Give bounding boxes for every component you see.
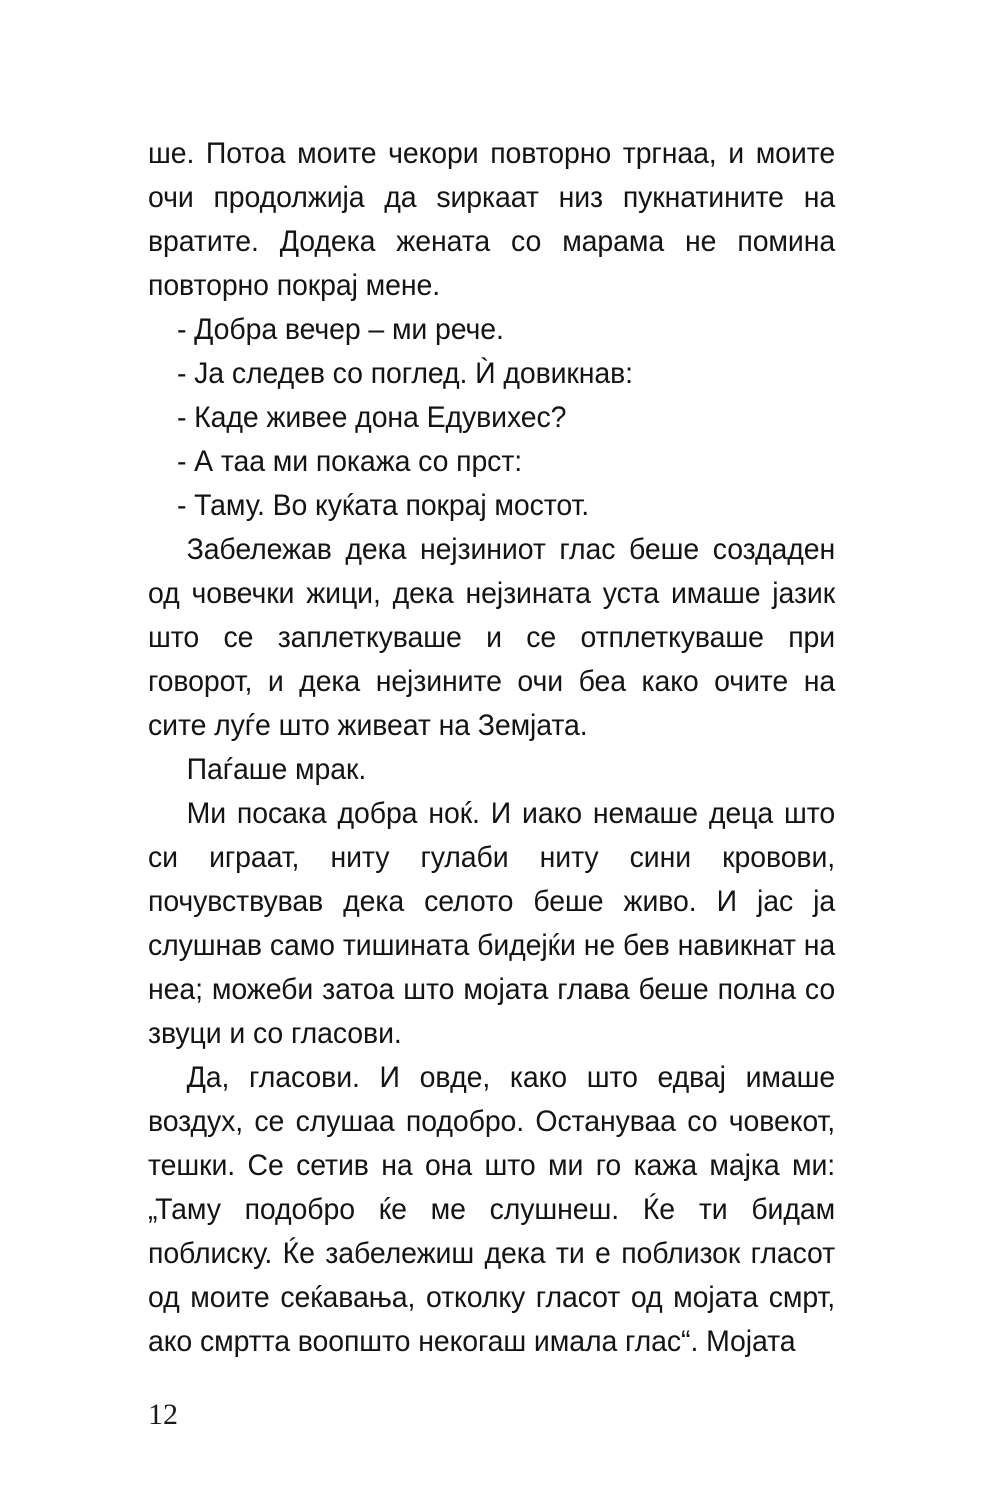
dialogue-line: - А таа ми покажа со прст: [176, 445, 523, 478]
paragraph-continuation: ше. Потоа моите чекори повторно тргнаа, и моите очи продолжија да ѕиркаат низ пукнатините на вратите. Додека жената со марама не помина повторно покрај мене. [148, 137, 836, 302]
paragraph-body: Забележав дека нејзиниот глас беше создаден од човечки жици, дека нејзината уста имаше јазик што се заплеткуваше и се отплеткуваше при говорот, и дека нејзините очи беа како очите на сите луѓе што живеат на Земјата. [148, 533, 836, 742]
paragraph-body: Да, гласови. И овде, како што едваj имаше воздух, се слушаа подобро. Остануваа со човекот, тешки. Се сетив на она што ми го кажа мајка ми: „Таму подобро ќе ме слушнеш. Ќе ти бидам поблиску. Ќе забележиш дека ти е поблизок гласот од моите сеќавања, отколку гласот од мојата смрт, ако смртта воопшто некогаш имала глас“. Мојата [148, 1061, 836, 1358]
text-column [148, 132, 860, 1364]
dialogue-line: - Ја следев со поглед. Ѝ довикнав: [176, 357, 633, 390]
dialogue-line: - Каде живее дона Едувихес? [176, 401, 567, 434]
page-number: 12 [148, 1398, 178, 1431]
paragraph-body: Ми посака добра ноќ. И иако немаше деца што си играат, ниту гулаби ниту сини кровови, почувствував дека селото беше живо. И јас ја слушнав само тишината бидејќи не бев навикнат на неа; можеби затоа што мојата глава беше полна со звуци и со гласови. [148, 797, 836, 1050]
dialogue-block [148, 308, 860, 528]
dialogue-line: - Таму. Во куќата покрај мостот. [176, 489, 590, 522]
paragraph-body: Паѓаше мрак. [186, 753, 367, 786]
dialogue-line: - Добра вечер – ми рече. [176, 313, 504, 346]
